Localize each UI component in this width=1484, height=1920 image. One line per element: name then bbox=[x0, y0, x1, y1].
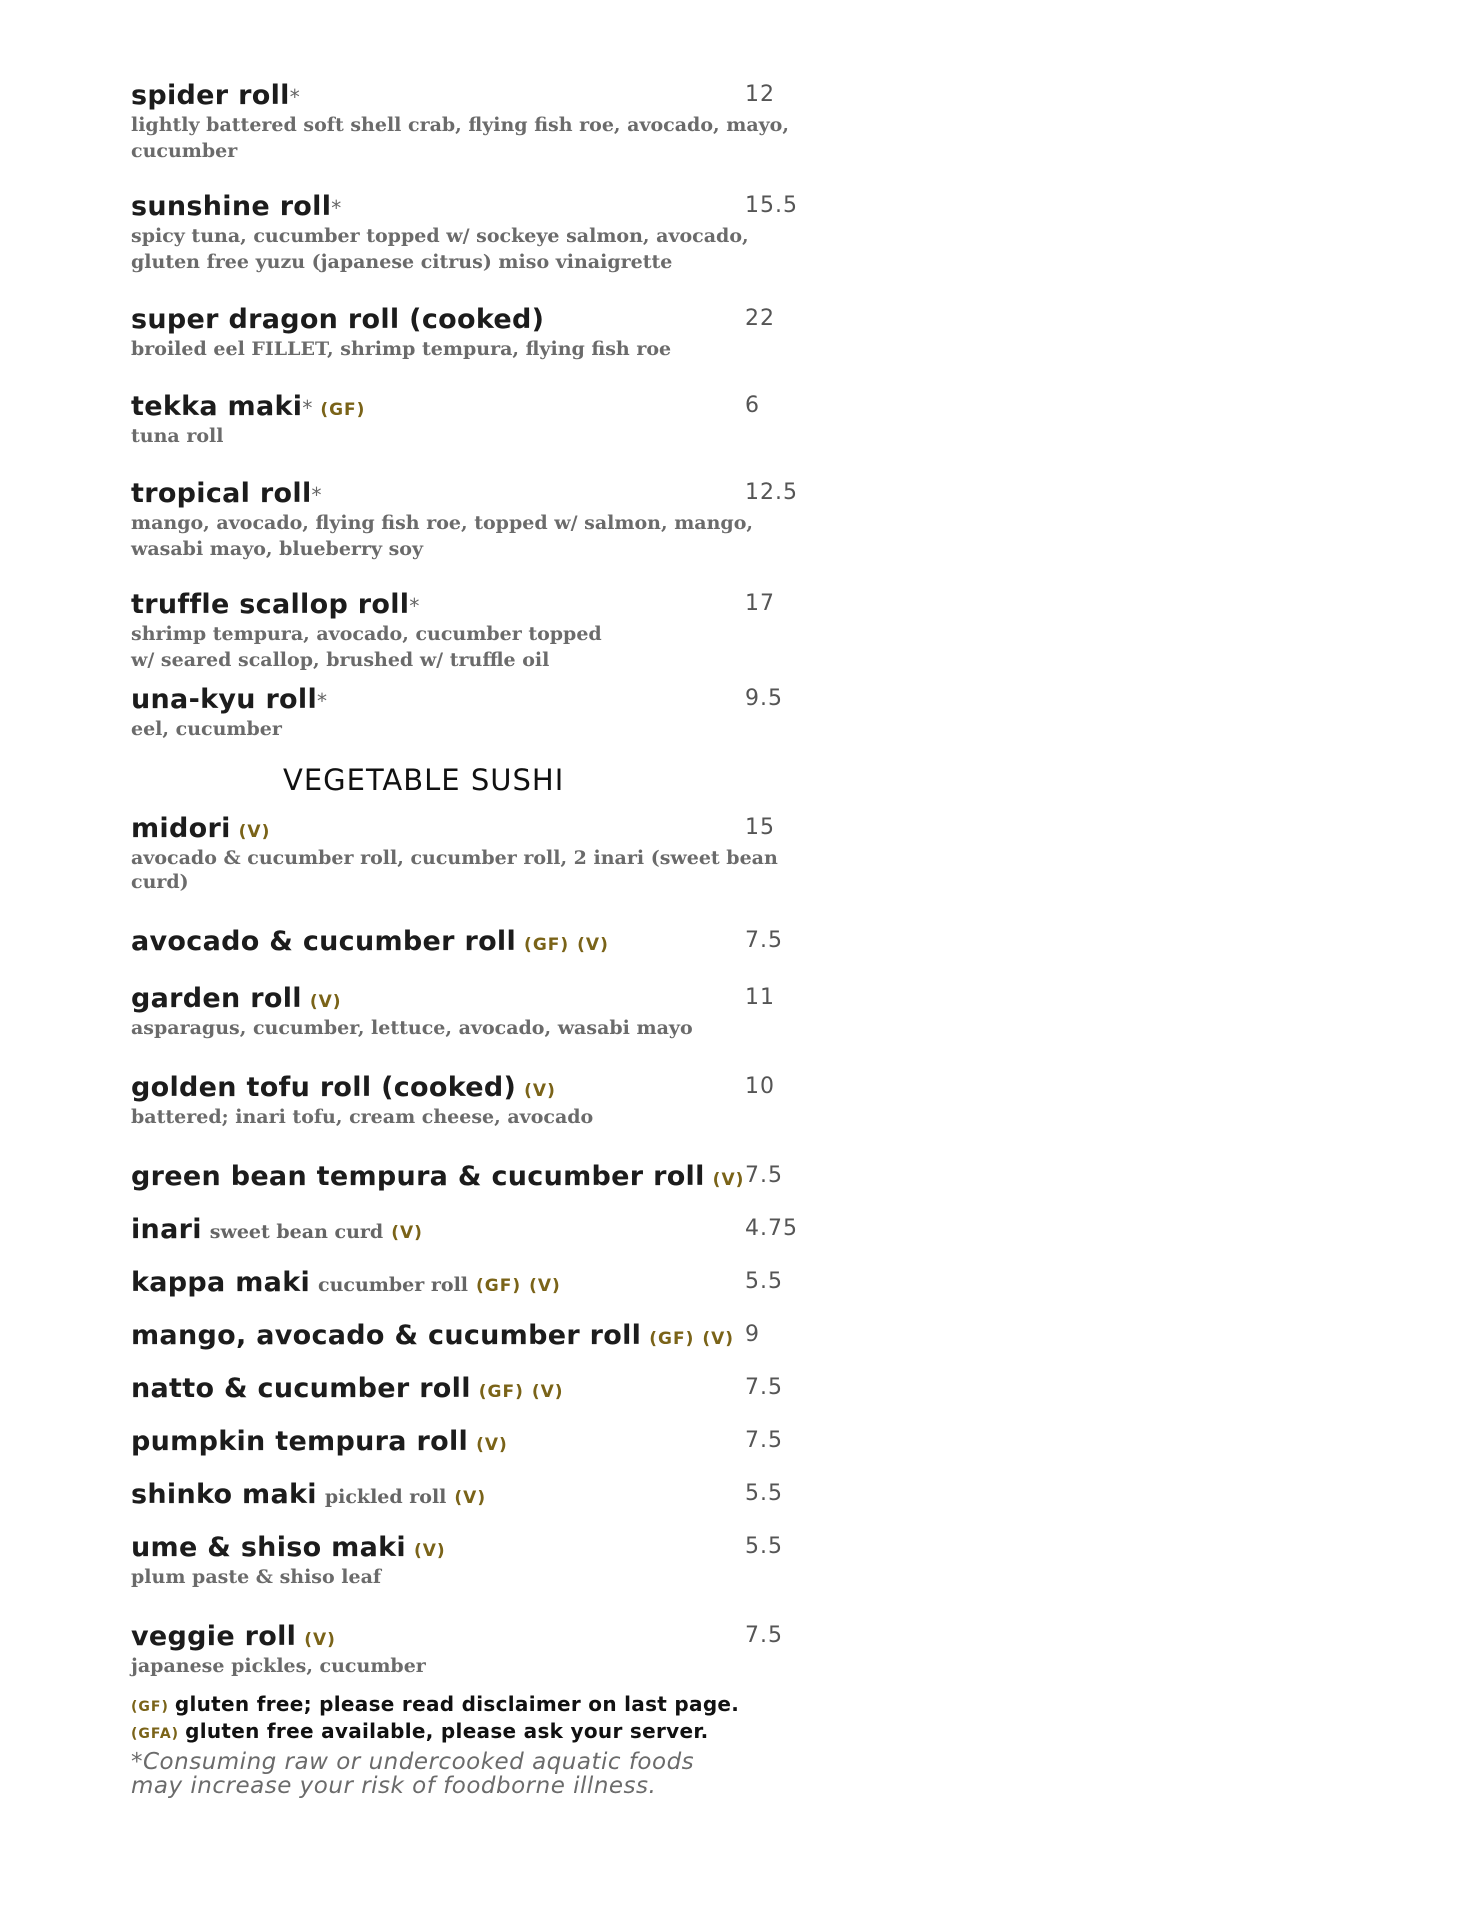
item-price: 15.5 bbox=[745, 193, 798, 218]
diet-tag: (V) bbox=[531, 1382, 564, 1402]
item-description: mango, avocado, flying fish roe, topped w/ salmon, mango, bbox=[131, 512, 753, 534]
vegetable-sushi-list bbox=[131, 813, 811, 1678]
diet-tag: (V) bbox=[309, 992, 342, 1012]
item-description: lightly battered soft shell crab, flying fish roe, avocado, mayo, bbox=[131, 114, 789, 136]
item-name: veggie roll bbox=[131, 1621, 297, 1652]
item-price: 7.5 bbox=[745, 1428, 783, 1453]
item-name: tekka maki bbox=[131, 391, 303, 422]
item-name: truffle scallop roll bbox=[131, 589, 410, 620]
item-name: mango, avocado & cucumber roll bbox=[131, 1320, 642, 1351]
item-price: 7.5 bbox=[745, 928, 783, 953]
diet-tag: (V) bbox=[304, 1630, 336, 1650]
item-name: pumpkin tempura roll bbox=[131, 1426, 469, 1457]
raw-asterisk: * bbox=[289, 85, 300, 109]
menu-item bbox=[131, 304, 811, 361]
item-price: 6 bbox=[745, 393, 760, 418]
item-name: garden roll bbox=[131, 983, 302, 1014]
menu-item bbox=[131, 1072, 811, 1129]
item-description: gluten free yuzu (japanese citrus) miso vinaigrette bbox=[131, 251, 673, 273]
menu-item-header bbox=[131, 1214, 811, 1245]
item-description: broiled eel FILLET, shrimp tempura, flying fish roe bbox=[131, 338, 672, 360]
diet-tag: (V) bbox=[702, 1329, 735, 1349]
raw-food-warning bbox=[131, 1750, 811, 1798]
menu-item bbox=[131, 1621, 811, 1678]
item-inline-description: sweet bean curd bbox=[209, 1221, 384, 1243]
diet-tag: (V) bbox=[524, 1081, 556, 1101]
diet-tag: (V) bbox=[577, 935, 609, 955]
item-name: una-kyu roll bbox=[131, 684, 318, 715]
menu-item-header bbox=[131, 1161, 811, 1192]
menu-item bbox=[131, 1267, 811, 1298]
item-name: kappa maki bbox=[131, 1267, 311, 1298]
menu-item bbox=[131, 684, 811, 741]
item-description: plum paste & shiso leaf bbox=[131, 1566, 382, 1588]
menu-item-header bbox=[131, 304, 811, 335]
menu-item-header bbox=[131, 684, 811, 715]
item-name: sunshine roll bbox=[131, 191, 332, 222]
item-price: 7.5 bbox=[745, 1375, 783, 1400]
item-name: tropical roll bbox=[131, 478, 312, 509]
item-price: 15 bbox=[745, 815, 775, 840]
item-description: battered; inari tofu, cream cheese, avocado bbox=[131, 1106, 594, 1128]
menu-item-header bbox=[131, 1267, 811, 1298]
diet-tag: (GF) bbox=[478, 1382, 524, 1402]
menu-item-header bbox=[131, 813, 811, 844]
diet-tag: (GF) bbox=[320, 400, 366, 420]
gfa-note bbox=[131, 1719, 811, 1746]
menu-item-header bbox=[131, 1621, 811, 1652]
menu-item bbox=[131, 926, 811, 957]
gfa-tag: (GFA) bbox=[131, 1726, 180, 1742]
diet-tag: (V) bbox=[413, 1541, 446, 1561]
item-name: super dragon roll (cooked) bbox=[131, 304, 545, 335]
menu-item-header bbox=[131, 1532, 811, 1563]
item-name: spider roll bbox=[131, 80, 290, 111]
item-price: 7.5 bbox=[745, 1163, 783, 1188]
item-name: midori bbox=[131, 813, 231, 844]
item-name: green bean tempura & cucumber roll bbox=[131, 1161, 705, 1192]
item-name: shinko maki bbox=[131, 1479, 317, 1510]
menu-item-header bbox=[131, 478, 811, 509]
menu-item bbox=[131, 391, 811, 448]
gf-tag: (GF) bbox=[131, 1699, 169, 1715]
menu-item bbox=[131, 1479, 811, 1510]
item-price: 9.5 bbox=[745, 686, 783, 711]
item-description: japanese pickles, cucumber bbox=[131, 1655, 426, 1677]
item-description: shrimp tempura, avocado, cucumber topped bbox=[131, 623, 602, 645]
menu-item-header bbox=[131, 926, 811, 957]
menu-item bbox=[131, 1532, 811, 1589]
menu-item bbox=[131, 589, 811, 672]
warning-line: may increase your risk of foodborne illness. bbox=[131, 1773, 657, 1799]
item-description: cucumber bbox=[131, 140, 238, 162]
item-name: ume & shiso maki bbox=[131, 1532, 406, 1563]
menu-item bbox=[131, 1214, 811, 1245]
gf-note bbox=[131, 1692, 811, 1719]
item-price: 11 bbox=[745, 985, 775, 1010]
diet-tag: (V) bbox=[238, 822, 271, 842]
menu-item bbox=[131, 1426, 811, 1457]
menu-item-header bbox=[131, 191, 811, 222]
menu-item bbox=[131, 80, 811, 163]
item-name: golden tofu roll (cooked) bbox=[131, 1072, 517, 1103]
diet-tag: (GF) bbox=[524, 935, 570, 955]
menu-item-header bbox=[131, 1479, 811, 1510]
item-price: 5.5 bbox=[745, 1269, 783, 1294]
menu-page bbox=[131, 80, 811, 1798]
menu-item bbox=[131, 1161, 811, 1192]
item-price: 10 bbox=[745, 1074, 775, 1099]
item-inline-description: cucumber roll bbox=[318, 1274, 469, 1296]
raw-asterisk: * bbox=[409, 594, 420, 618]
menu-item bbox=[131, 1320, 811, 1351]
raw-asterisk: * bbox=[331, 196, 342, 220]
menu-item bbox=[131, 478, 811, 561]
warning-line: *Consuming raw or undercooked aquatic foods bbox=[131, 1749, 695, 1775]
item-description: asparagus, cucumber, lettuce, avocado, wasabi mayo bbox=[131, 1017, 693, 1039]
item-price: 7.5 bbox=[745, 1623, 783, 1648]
menu-notes bbox=[131, 1692, 811, 1798]
item-description: wasabi mayo, blueberry soy bbox=[131, 538, 424, 560]
item-price: 17 bbox=[745, 591, 775, 616]
item-price: 12 bbox=[745, 82, 775, 107]
menu-item bbox=[131, 191, 811, 274]
raw-asterisk: * bbox=[302, 396, 313, 420]
diet-tag: (V) bbox=[476, 1435, 508, 1455]
menu-item-header bbox=[131, 80, 811, 111]
item-price: 9 bbox=[745, 1322, 760, 1347]
menu-item-header bbox=[131, 1072, 811, 1103]
item-description: w/ seared scallop, brushed w/ truffle oil bbox=[131, 649, 550, 671]
item-price: 12.5 bbox=[745, 480, 798, 505]
menu-item-header bbox=[131, 1426, 811, 1457]
item-price: 22 bbox=[745, 306, 775, 331]
item-price: 5.5 bbox=[745, 1481, 783, 1506]
item-description: eel, cucumber bbox=[131, 718, 282, 740]
menu-item-header bbox=[131, 1320, 811, 1351]
item-description: tuna roll bbox=[131, 425, 224, 447]
rolls-list bbox=[131, 80, 811, 741]
gfa-note-text: gluten free available, please ask your server. bbox=[185, 1719, 709, 1743]
menu-item bbox=[131, 813, 811, 894]
diet-tag: (GF) bbox=[476, 1276, 522, 1296]
menu-item-header bbox=[131, 1373, 811, 1404]
menu-item bbox=[131, 983, 811, 1040]
item-price: 5.5 bbox=[745, 1534, 783, 1559]
diet-tag: (V) bbox=[529, 1276, 561, 1296]
raw-asterisk: * bbox=[311, 483, 322, 507]
item-inline-description: pickled roll bbox=[324, 1486, 447, 1508]
diet-tag: (V) bbox=[391, 1223, 423, 1243]
section-title-vegetable-sushi: VEGETABLE SUSHI bbox=[283, 763, 565, 797]
menu-item-header bbox=[131, 589, 811, 620]
item-description: avocado & cucumber roll, cucumber roll, 2 inari (sweet bean curd) bbox=[131, 847, 778, 893]
menu-item-header bbox=[131, 391, 811, 422]
diet-tag: (V) bbox=[454, 1488, 487, 1508]
item-name: inari bbox=[131, 1214, 202, 1245]
item-name: avocado & cucumber roll bbox=[131, 926, 517, 957]
item-name: natto & cucumber roll bbox=[131, 1373, 471, 1404]
diet-tag: (V) bbox=[712, 1170, 745, 1190]
menu-item bbox=[131, 1373, 811, 1404]
raw-asterisk: * bbox=[317, 689, 328, 713]
item-description: spicy tuna, cucumber topped w/ sockeye salmon, avocado, bbox=[131, 225, 749, 247]
item-price: 4.75 bbox=[745, 1216, 798, 1241]
diet-tag: (GF) bbox=[649, 1329, 695, 1349]
menu-item-header bbox=[131, 983, 811, 1014]
gf-note-text: gluten free; please read disclaimer on last page. bbox=[174, 1692, 740, 1716]
